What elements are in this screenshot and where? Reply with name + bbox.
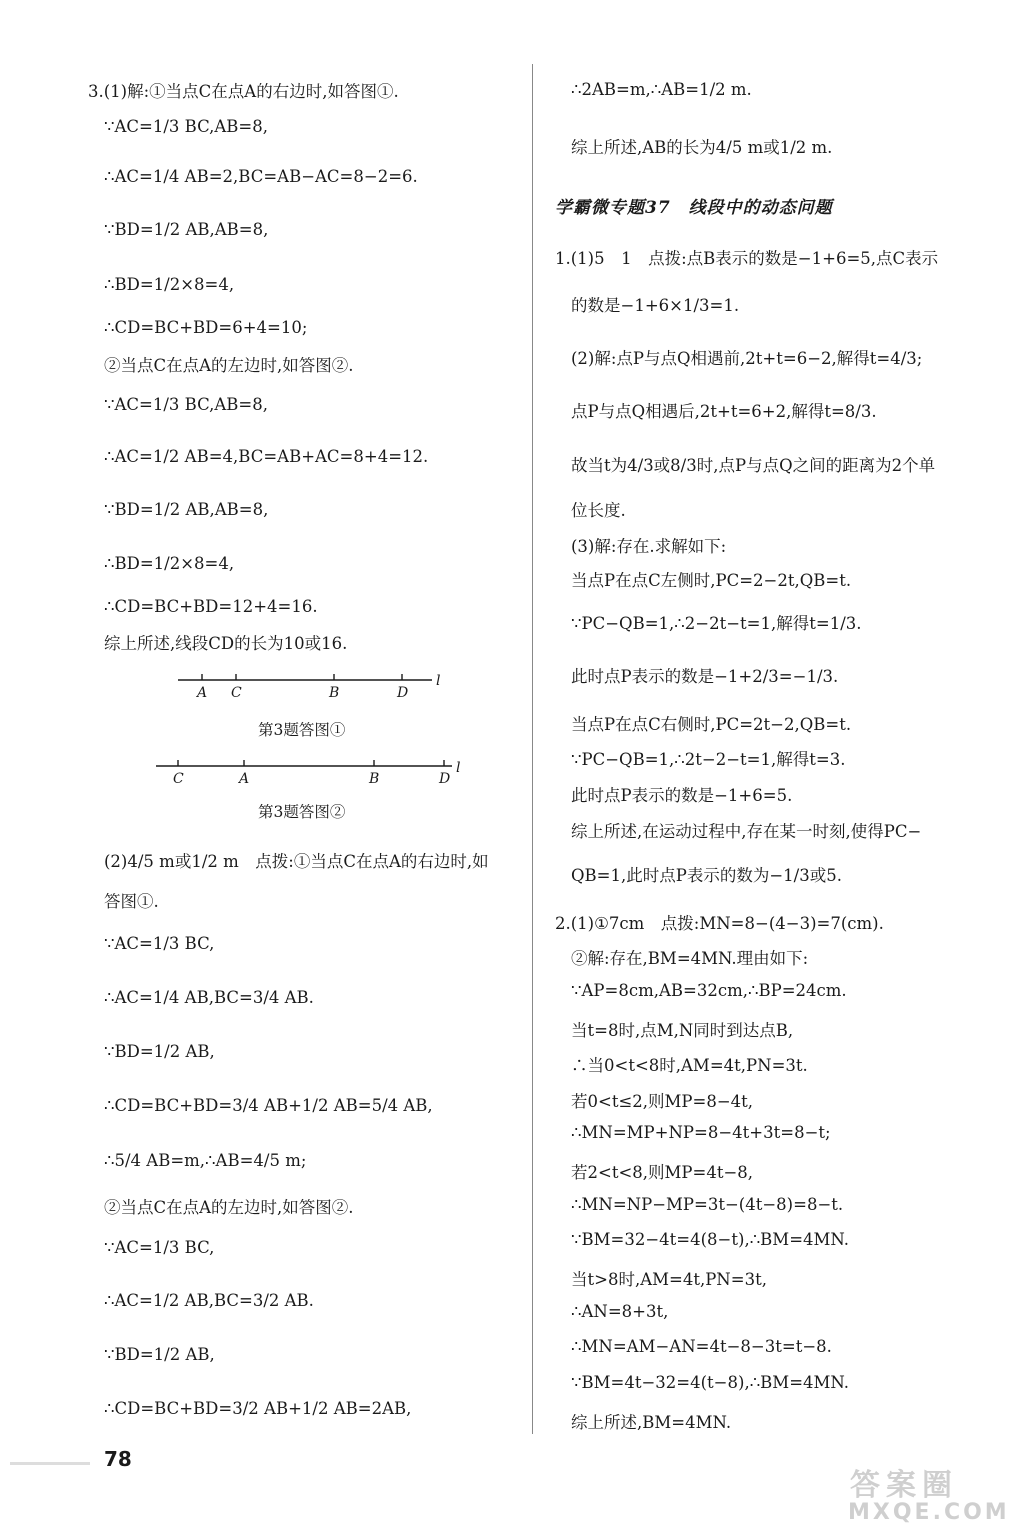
text-line: 若0<t≤2,则MP=8−4t, (571, 1092, 754, 1111)
text-line: ②解:存在,BM=4MN.理由如下: (571, 949, 809, 968)
text-line: ∴MN=NP−MP=3t−(4t−8)=8−t. (571, 1195, 844, 1214)
text-line: ∵PC−QB=1,∴2t−2−t=1,解得t=3. (571, 750, 846, 769)
point-label: A (239, 771, 250, 787)
text-line: 此时点P表示的数是−1+6=5. (571, 786, 793, 805)
text-line: ∴当0<t<8时,AM=4t,PN=3t. (571, 1056, 808, 1075)
point-label: C (231, 685, 242, 701)
text-line: 位长度. (571, 501, 626, 520)
text-line: ∴AC=1/2 AB,BC=3/2 AB. (104, 1291, 314, 1310)
text-line: ∴AC=1/4 AB=2,BC=AB−AC=8−2=6. (104, 167, 418, 186)
text-line: 3.(1)解:①当点C在点A的右边时,如答图①. (88, 82, 399, 101)
text-line: ∴AN=8+3t, (571, 1302, 669, 1321)
text-line: 当点P在点C右侧时,PC=2t−2,QB=t. (571, 715, 852, 734)
text-line: ∵BD=1/2 AB, (104, 1345, 215, 1364)
text-line: 点P与点Q相遇后,2t+t=6+2,解得t=8/3. (571, 402, 877, 421)
text-line: 综上所述,BM=4MN. (571, 1413, 732, 1432)
text-line: (2)解:点P与点Q相遇前,2t+t=6−2,解得t=4/3; (571, 349, 923, 368)
text-line: ∵AP=8cm,AB=32cm,∴BP=24cm. (571, 981, 847, 1000)
point-label: D (439, 771, 451, 787)
line-label: l (436, 673, 441, 689)
text-line: 若2<t<8,则MP=4t−8, (571, 1163, 754, 1182)
point-label: C (173, 771, 184, 787)
text-line: ∴MN=AM−AN=4t−8−3t=t−8. (571, 1337, 832, 1356)
figure-caption: 第3题答图① (258, 721, 346, 739)
text-line: 的数是−1+6×1/3=1. (571, 296, 740, 315)
text-line: 当t>8时,AM=4t,PN=3t, (571, 1270, 767, 1289)
page-number: 78 (104, 1447, 132, 1471)
text-line: (2)4/5 m或1/2 m 点拨:①当点C在点A的右边时,如 (104, 852, 489, 871)
text-line: ∵BM=4t−32=4(t−8),∴BM=4MN. (571, 1373, 850, 1392)
text-line: 答图①. (104, 892, 159, 911)
section-heading: 学霸微专题37 线段中的动态问题 (555, 198, 833, 218)
watermark-url: MXQE.COM (848, 1500, 1010, 1525)
text-line: ∵AC=1/3 BC, (104, 1238, 215, 1257)
text-line: 当t=8时,点M,N同时到达点B, (571, 1021, 794, 1040)
text-line: ∵AC=1/3 BC,AB=8, (104, 395, 268, 414)
watermark-logo (840, 1460, 1020, 1530)
point-label: D (397, 685, 409, 701)
figure-answer-2 (150, 752, 480, 796)
figure-caption: 第3题答图② (258, 803, 346, 821)
text-line: ∴CD=BC+BD=6+4=10; (104, 318, 308, 337)
point-label: B (329, 685, 340, 701)
text-line: ∵AC=1/3 BC, (104, 934, 215, 953)
text-line: ∵PC−QB=1,∴2−2t−t=1,解得t=1/3. (571, 614, 862, 633)
text-line: 此时点P表示的数是−1+2/3=−1/3. (571, 667, 839, 686)
text-line: ∴CD=BC+BD=3/2 AB+1/2 AB=2AB, (104, 1399, 412, 1418)
text-line: ∵BD=1/2 AB,AB=8, (104, 220, 269, 239)
point-label: A (197, 685, 208, 701)
text-line: ∴BD=1/2×8=4, (104, 275, 235, 294)
text-line: ∴AC=1/4 AB,BC=3/4 AB. (104, 988, 314, 1007)
text-line: QB=1,此时点P表示的数为−1/3或5. (571, 866, 842, 885)
text-line: ∴CD=BC+BD=3/4 AB+1/2 AB=5/4 AB, (104, 1096, 433, 1115)
text-line: ②当点C在点A的左边时,如答图②. (104, 1198, 354, 1217)
text-line: 综上所述,线段CD的长为10或16. (104, 634, 348, 653)
text-line: (3)解:存在.求解如下: (571, 537, 727, 556)
figure-answer-1 (170, 666, 460, 710)
text-line: ∴BD=1/2×8=4, (104, 554, 235, 573)
text-line: ∴AC=1/2 AB=4,BC=AB+AC=8+4=12. (104, 447, 429, 466)
text-line: ∵BD=1/2 AB,AB=8, (104, 500, 269, 519)
text-line: 1.(1)5 1 点拨:点B表示的数是−1+6=5,点C表示 (555, 249, 939, 268)
text-line: ②当点C在点A的左边时,如答图②. (104, 356, 354, 375)
text-line: 2.(1)①7cm 点拨:MN=8−(4−3)=7(cm). (555, 914, 884, 933)
point-label: B (369, 771, 380, 787)
text-line: 综上所述,AB的长为4/5 m或1/2 m. (571, 138, 833, 157)
text-line: ∴2AB=m,∴AB=1/2 m. (571, 80, 752, 99)
text-line: ∵BD=1/2 AB, (104, 1042, 215, 1061)
text-line: 故当t为4/3或8/3时,点P与点Q之间的距离为2个单 (571, 456, 936, 475)
text-line: 当点P在点C左侧时,PC=2−2t,QB=t. (571, 571, 852, 590)
text-line: ∴CD=BC+BD=12+4=16. (104, 597, 318, 616)
footer-bar (10, 1462, 90, 1465)
line-label: l (456, 760, 461, 776)
text-line: ∴5/4 AB=m,∴AB=4/5 m; (104, 1151, 307, 1170)
text-line: 综上所述,在运动过程中,存在某一时刻,使得PC− (571, 822, 922, 841)
text-line: ∵AC=1/3 BC,AB=8, (104, 117, 268, 136)
text-line: ∴MN=MP+NP=8−4t+3t=8−t; (571, 1123, 831, 1142)
text-line: ∵BM=32−4t=4(8−t),∴BM=4MN. (571, 1230, 850, 1249)
column-divider (532, 64, 533, 1434)
watermark-text: 答案圈 (850, 1468, 958, 1503)
